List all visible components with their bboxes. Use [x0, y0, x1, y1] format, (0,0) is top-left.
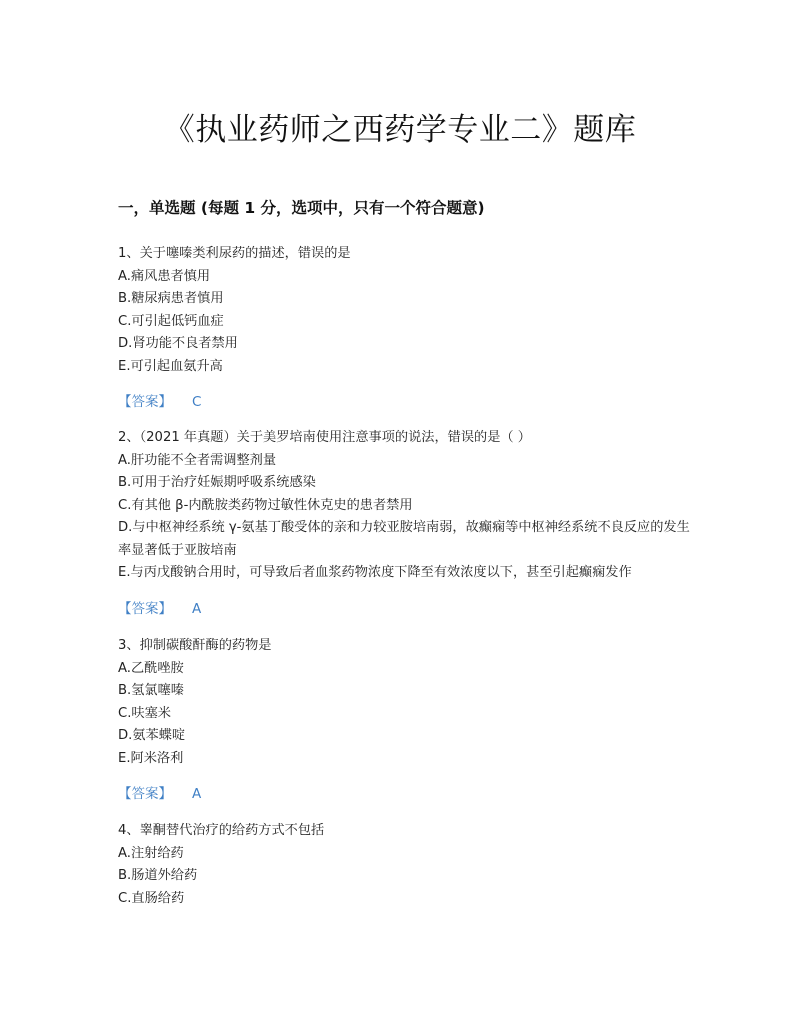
question-stem: 1、关于噻嗪类利尿药的描述，错误的是 — [118, 246, 351, 261]
option-c: C.呋塞米 — [118, 705, 171, 721]
answer-label: 【答案】 — [118, 786, 172, 802]
answer-2 — [118, 598, 201, 620]
option-d: D.氨苯蝶啶 — [118, 728, 186, 743]
question-2 — [118, 427, 698, 585]
answer-value: A — [192, 786, 202, 802]
option-d: D.与中枢神经系统 γ-氨基丁酸受体的亲和力较亚胺培南弱，故癫痫等中枢神经系统不良反应的发生率显著低于亚胺培南 — [118, 520, 690, 558]
question-stem: 3、抑制碳酸酐酶的药物是 — [118, 638, 272, 653]
option-b: B.可用于治疗妊娠期呼吸系统感染 — [118, 475, 316, 490]
option-b: B.肠道外给药 — [118, 868, 198, 883]
answer-value: A — [192, 601, 202, 617]
answer-1 — [118, 391, 201, 413]
option-e: E.可引起血氨升高 — [118, 358, 223, 374]
question-stem: 4、睾酮替代治疗的给药方式不包括 — [118, 823, 325, 838]
option-b: B.糖尿病患者慎用 — [118, 291, 224, 306]
question-1 — [118, 243, 698, 378]
question-3 — [118, 635, 698, 770]
option-e: E.与丙戊酸钠合用时，可导致后者血浆药物浓度下降至有效浓度以下，甚至引起癫痫发作 — [118, 565, 632, 580]
option-a: A.肝功能不全者需调整剂量 — [118, 452, 277, 468]
document-title: 《执业药师之西药学专业二》题库 — [163, 112, 637, 148]
option-c: C.有其他 β-内酰胺类药物过敏性休克史的患者禁用 — [118, 497, 413, 513]
answer-label: 【答案】 — [118, 601, 172, 617]
option-c: C.可引起低钙血症 — [118, 313, 224, 329]
option-c: C.直肠给药 — [118, 890, 185, 906]
answer-value: C — [192, 394, 202, 410]
option-b: B.氢氯噻嗪 — [118, 683, 184, 698]
option-d: D.肾功能不良者禁用 — [118, 336, 238, 351]
question-4 — [118, 820, 698, 910]
answer-label: 【答案】 — [118, 394, 172, 410]
section-heading: 一，单选题 (每题 1 分，选项中，只有一个符合题意) — [118, 199, 485, 217]
option-e: E.阿米洛利 — [118, 750, 184, 766]
option-a: A.痛风患者慎用 — [118, 268, 211, 284]
answer-3 — [118, 783, 201, 805]
question-stem: 2、（2021 年真题）关于美罗培南使用注意事项的说法，错误的是（ ） — [118, 430, 531, 445]
option-a: A.乙酰唑胺 — [118, 660, 184, 676]
option-a: A.注射给药 — [118, 845, 184, 861]
